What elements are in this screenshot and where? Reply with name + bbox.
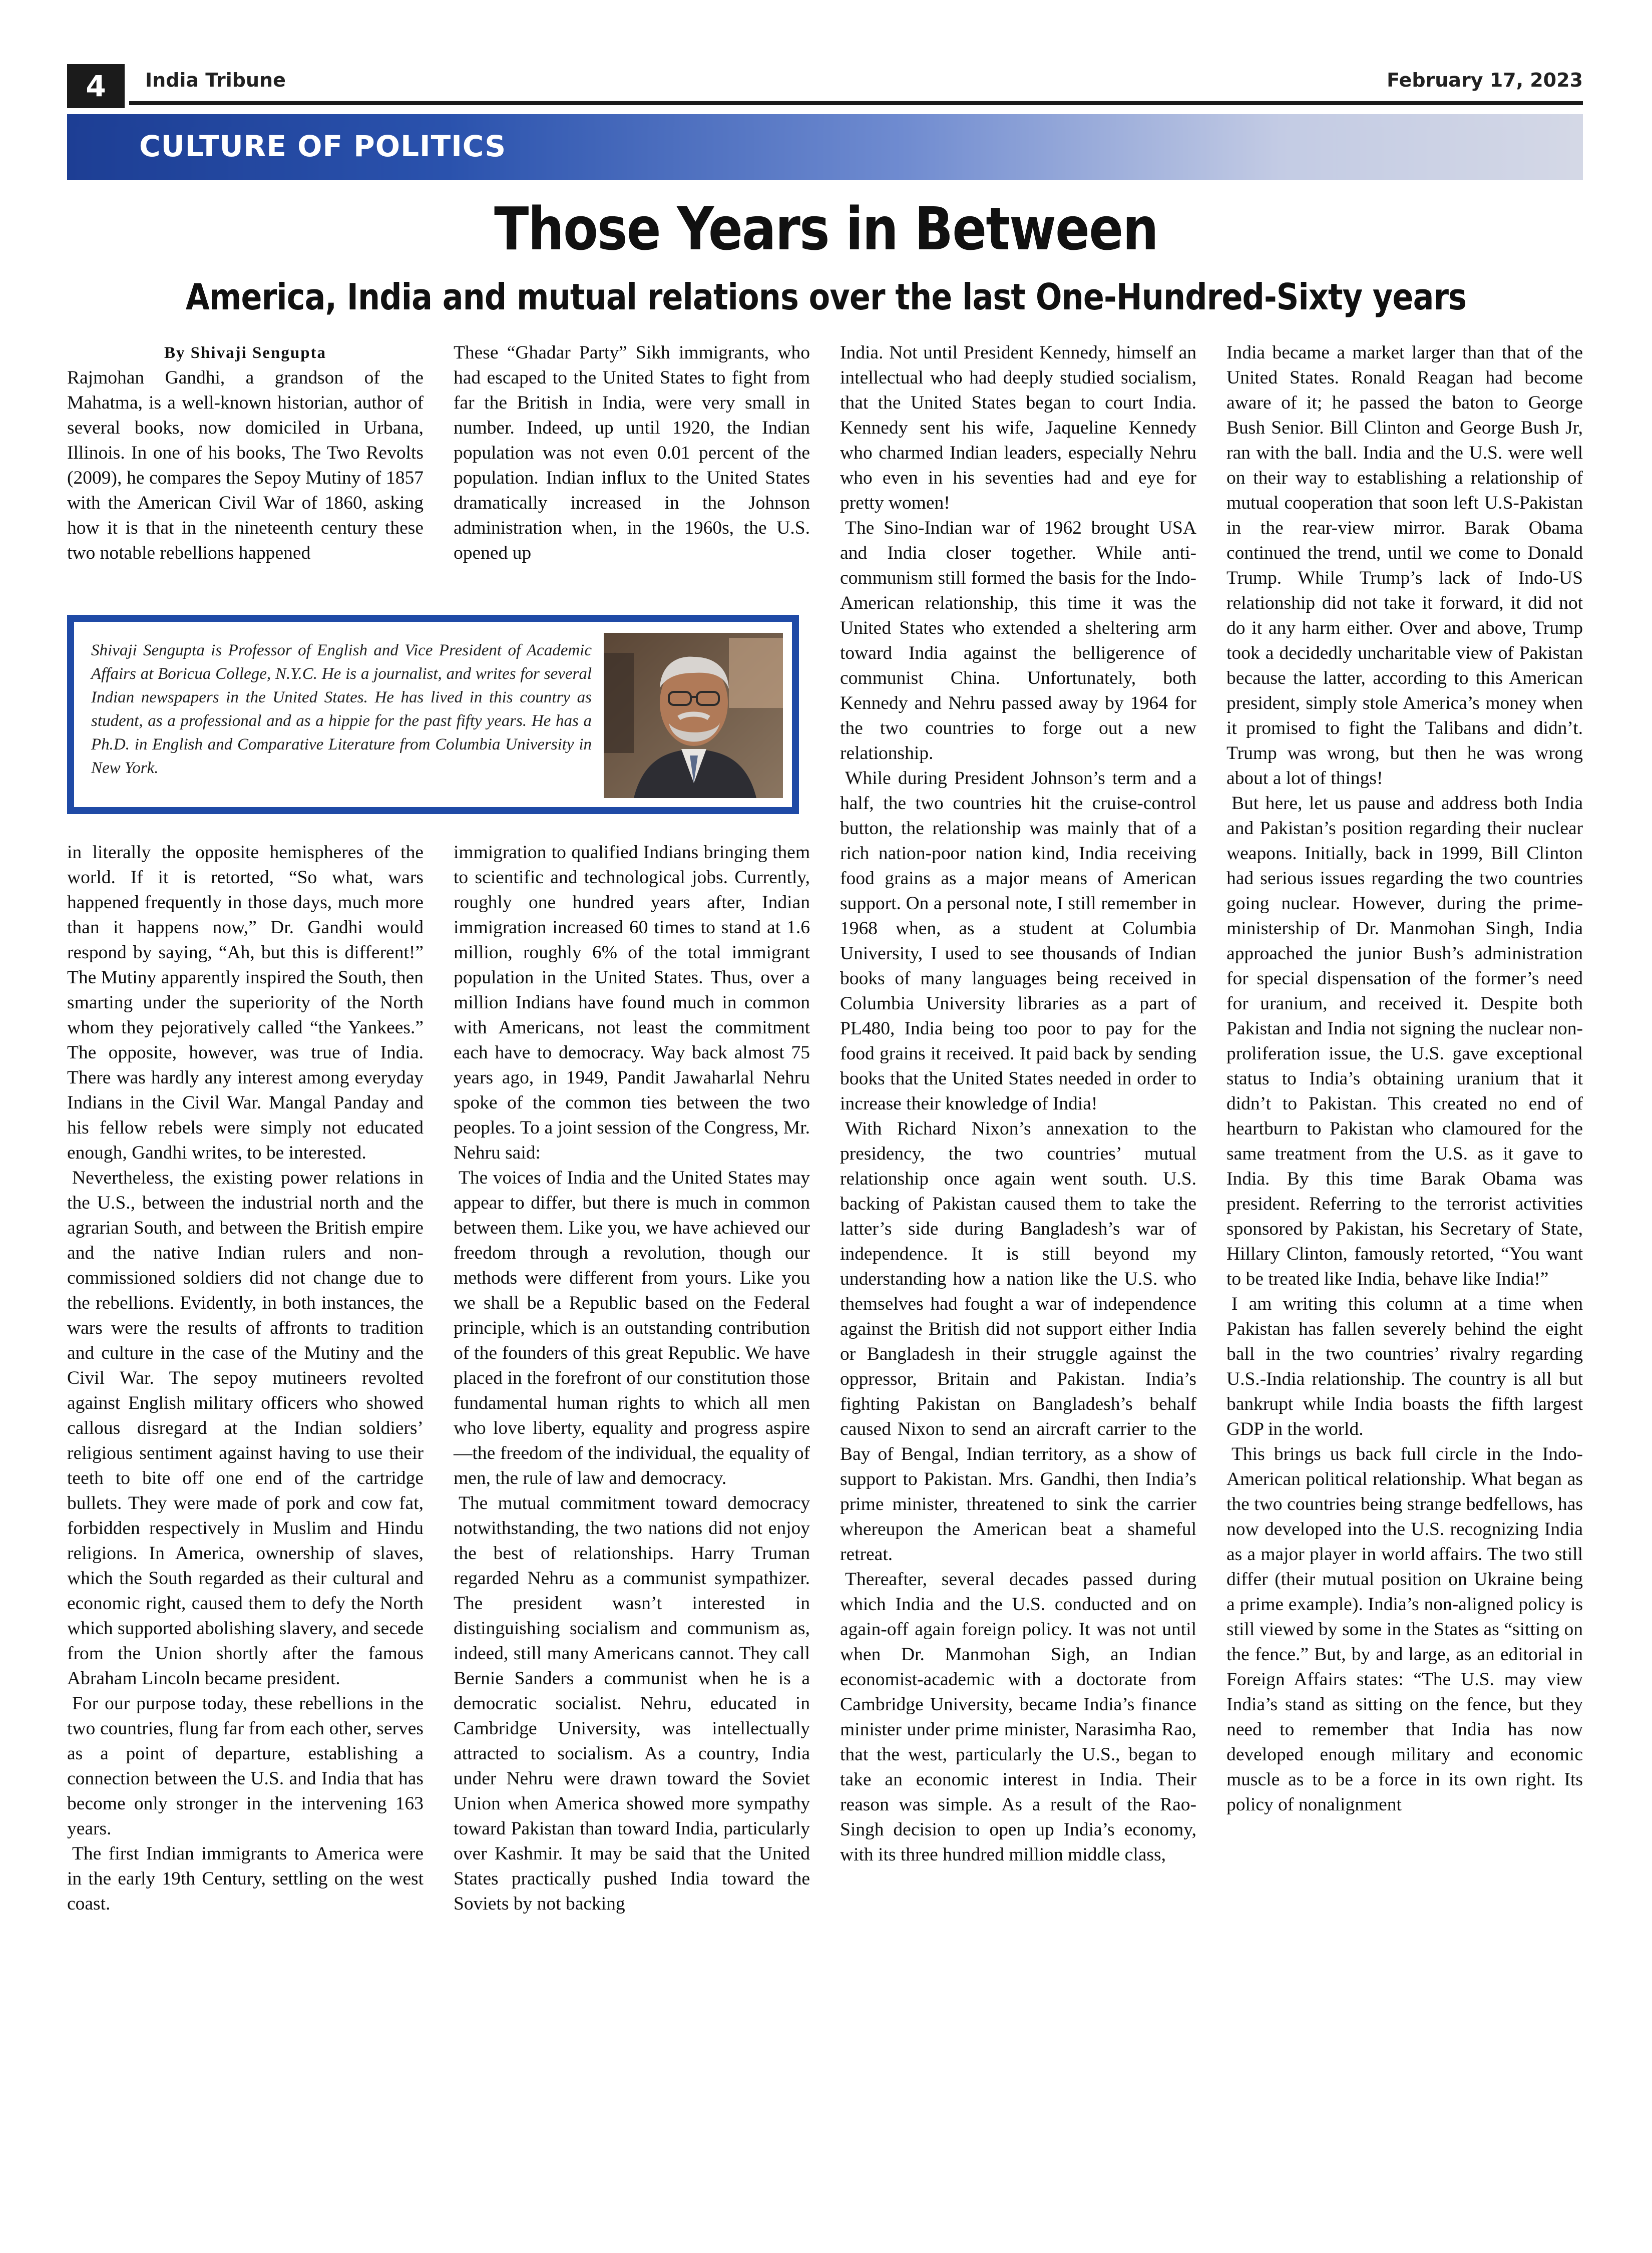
paragraph: These “Ghadar Party” Sikh immigrants, who had escaped to the United States to fight from far the British in India, were very small in number. Indeed, up until 1920, the Indian population was not even 0.01 percent of the population. Indian influx to the United States dramatically increased in the Johnson administration when, in the 1960s, the U.S. opened up <box>454 342 810 563</box>
paragraph: This brings us back full circle in the Indo-American political relationship. What began as the two countries being strange bedfellows, has now developed into the U.S. recognizing India as a major player in world affairs. The two still differ (their mutual position on Ukraine being a prime example). India’s non-aligned policy is still viewed by some in the States as “sitting on the fence.” But, by and large, as an editorial in Foreign Affairs states: “The U.S. may view India’s stand as sitting on the fence, but they need to remember that India has now developed enough military and economic muscle as to be a force in its own right. Its policy of nonalignment <box>1226 1444 1583 1815</box>
paragraph: Nevertheless, the existing power relations in the U.S., between the industrial north and the agrarian South, and between the British empire and the native Indian rulers and non-commissioned soldiers did not change due to the rebellions. Evidently, in both instances, the wars were the results of affronts to tradition and culture in the case of the Mutiny and the Civil War. The sepoy mutineers revolted against English military officers who showed callous disregard at the Indian soldiers’ religious sentiment against having to use their teeth to bite off one end of the cartridge bullets. They were made of pork and cow fat, forbidden respectively in Muslim and Hindu religions. In America, ownership of slaves, which the South regarded as their cultural and economic right, caused them to defy the North which supported abolishing slavery, and secede from the Union shortly after the famous Abraham Lincoln became president. <box>67 1168 424 1689</box>
author-bio: Shivaji Sengupta is Professor of English and Vice President of Academic Affairs at Boricua College, N.Y.C. He is a journalist, and writes for several Indian newspapers in the United States. He has lived in this country as student, as a professional and as a hippie for the past fifty years. He has a Ph.D. in English and Comparative Literature from Columbia University in New York. <box>91 641 592 777</box>
paragraph: I am writing this column at a time when Pakistan has fallen severely behind the eight ball in the two countries’ rivalry regarding U.S.-India relationship. The country is all but bankrupt while India boasts the fifth largest GDP in the world. <box>1226 1294 1583 1439</box>
headline: Those Years in Between <box>494 194 1158 263</box>
author-portrait-image <box>604 633 783 798</box>
paragraph: The first Indian immigrants to America were in the early 19th Century, settling on the west coast. <box>67 1843 424 1914</box>
paragraph: Rajmohan Gandhi, a grandson of the Mahatma, is a well-known historian, author of several books, now domiciled in Urbana, Illinois. In one of his books, The Two Revolts (2009), he compares the Sepoy Mutiny of 1857 with the American Civil War of 1860, asking how it is that in the nineteenth century these two notable rebellions happened <box>67 367 424 563</box>
byline: By Shivaji Sengupta <box>164 344 327 362</box>
column-4 <box>1226 340 1583 1817</box>
paragraph: The mutual commitment toward democracy notwithstanding, the two nations did not enjoy the best of relationships. Harry Truman regarded Nehru as a communist sympathizer. The president wasn’t interested in distinguishing socialism and communism as, indeed, still many Americans cannot. They call Bernie Sanders a communist when he is a democratic socialist. Nehru, educated in Cambridge University, was intellectually attracted to socialism. As a country, India under Nehru were drawn toward the Soviet Union when America showed more sympathy toward Pakistan than toward India, particularly over Kashmir. It may be said that the United States practically pushed India toward the Soviets by not backing <box>454 1493 810 1914</box>
column-2-bottom <box>454 840 810 1917</box>
paragraph: But here, let us pause and address both India and Pakistan’s position regarding their nuclear weapons. Initially, back in 1999, Bill Clinton had serious issues regarding the two countries going nuclear. However, during the prime-ministership of Dr. Manmohan Singh, India approached the junior Bush’s administration for special dispensation of the former’s need for uranium, and received it. Despite both Pakistan and India not signing the nuclear non-proliferation issue, the U.S. gave exceptional status to India’s obtaining uranium that it didn’t to Pakistan. This created no end of heartburn to Pakistan who clamoured for the same treatment from the U.S. as it gave to India. By this time Barak Obama was president. Referring to the terrorist activities sponsored by Pakistan, his Secretary of State, Hillary Clinton, famously retorted, “You want to be treated like India, behave like India!” <box>1226 793 1583 1289</box>
publication-name: India Tribune <box>145 69 286 91</box>
paragraph: Thereafter, several decades passed during which India and the U.S. conducted and on again-off again foreign policy. It was not until when Dr. Manmohan Sigh, an Indian economist-academic with a doctorate from Cambridge University, became India’s finance minister under prime minister, Narasimha Rao, that the west, particularly the U.S., began to take an economic interest in India. Their reason was simple. As a result of the Rao-Singh decision to open up India’s economy, with its three hundred million middle class, <box>840 1569 1196 1865</box>
column-3 <box>840 340 1196 1867</box>
header-rule <box>129 101 1583 105</box>
author-bio-inner <box>74 622 792 807</box>
page-number: 4 <box>67 64 125 108</box>
paragraph: India became a market larger than that of the United States. Ronald Reagan had become aware of it; he passed the baton to George Bush Senior. Bill Clinton and George Bush Jr, ran with the ball. India and the U.S. were well on their way to establishing a relationship of mutual cooperation that soon left U.S-Pakistan in the rear-view mirror. Barak Obama continued the trend, until we come to Donald Trump. While Trump’s lack of Indo-US relationship did not take it forward, it did not do it any harm either. Over and above, Trump took a decidedly uncharitable view of Pakistan because the latter, according to this American president, simply stole America’s money when it promised to fight the Talibans and didn’t. Trump was wrong, but then he was wrong about a lot of things! <box>1226 342 1583 789</box>
paragraph: For our purpose today, these rebellions in the two countries, flung far from each other, serves as a point of departure, establishing a connection between the U.S. and India that has become only stronger in the intervening 163 years. <box>67 1693 424 1839</box>
paragraph: While during President Johnson’s term and a half, the two countries hit the cruise-control button, the relationship was mainly that of a rich nation-poor nation kind, India receiving food grains as a major means of American support. On a personal note, I still remember in 1968 when, as a student at Columbia University, I used to see thousands of Indian books of many languages being received in Columbia University libraries as a part of PL480, India being too poor to pay for the food grains it received. It paid back by sending books that the United States needed in order to increase their knowledge of India! <box>840 768 1196 1114</box>
section-title: CULTURE OF POLITICS <box>139 129 507 163</box>
paragraph: in literally the opposite hemispheres of the world. If it is retorted, “So what, wars happened frequently in those days, much more than it happens now,” Dr. Gandhi would respond by saying, “Ah, but this is different!” The Mutiny apparently inspired the South, then smarting under the superiority of the North whom they pejoratively called “the Yankees.” The opposite, however, was true of India. There was hardly any interest among everyday Indians in the Civil War. Mangal Panday and his fellow rebels were simply not educated enough, Gandhi writes, to be interested. <box>67 842 424 1163</box>
paragraph: India. Not until President Kennedy, himself an intellectual who had deeply studied socialism, that the United States began to court India. Kennedy sent his wife, Jaqueline Kennedy who charmed Indian leaders, especially Nehru who even in his seventies had and eye for pretty women! <box>840 342 1196 513</box>
column-2-top <box>454 340 810 566</box>
author-bio-box <box>67 615 799 814</box>
paragraph: The Sino-Indian war of 1962 brought USA and India closer together. While anti-communism still formed the basis for the Indo-American relationship, this time it was the United States who extended a sheltering arm toward India against the belligerence of communist China. Unfortunately, both Kennedy and Nehru passed away by 1964 for the two countries to forge out a new relationship. <box>840 518 1196 764</box>
quotation: The voices of India and the United States may appear to differ, but there is much in common between them. Like you, we have achieved our freedom through a revolution, though our methods were different from yours. Like you we shall be a Republic based on the Federal principle, which is an outstanding contribution of the founders of this great Republic. We have placed in the forefront of our constitution those fundamental human rights to which all men who love liberty, equality and progress aspire—the freedom of the individual, the equality of men, the rule of law and democracy. <box>454 1168 810 1488</box>
issue-date: February 17, 2023 <box>1387 69 1583 91</box>
paragraph: With Richard Nixon’s annexation to the presidency, the two countries’ mutual relationship once again went south. U.S. backing of Pakistan caused them to take the latter’s side during Bangladesh’s war of independence. It is still beyond my understanding how a nation like the U.S. who themselves had fought a war of independence against the British did not support either India or Bangladesh in their struggle against the oppressor, Britain and Pakistan. India’s fighting Pakistan on Bangladesh’s behalf caused Nixon to send an aircraft carrier to the Bay of Bengal, Indian territory, as a show of support to Pakistan. Mrs. Gandhi, then India’s prime minister, threatened to sink the carrier whereupon the American beat a shameful retreat. <box>840 1118 1196 1565</box>
paragraph: immigration to qualified Indians bringing them to scientific and technological jobs. Currently, roughly one hundred years after, Indian immigration increased 60 times to stand at 1.6 million, roughly 6% of the total immigrant population in the United States. Thus, over a million Indians have found much in common with Americans, not least the commitment each have to democracy. Way back almost 75 years ago, in 1949, Pandit Jawaharlal Nehru spoke of the common ties between the two peoples. To a joint session of the Congress, Mr. Nehru said: <box>454 842 810 1163</box>
column-1-bottom <box>67 840 424 1917</box>
subheadline: America, India and mutual relations over the last One-Hundred-Sixty years <box>185 276 1467 318</box>
author-portrait <box>604 633 783 798</box>
column-1-top <box>67 340 424 566</box>
